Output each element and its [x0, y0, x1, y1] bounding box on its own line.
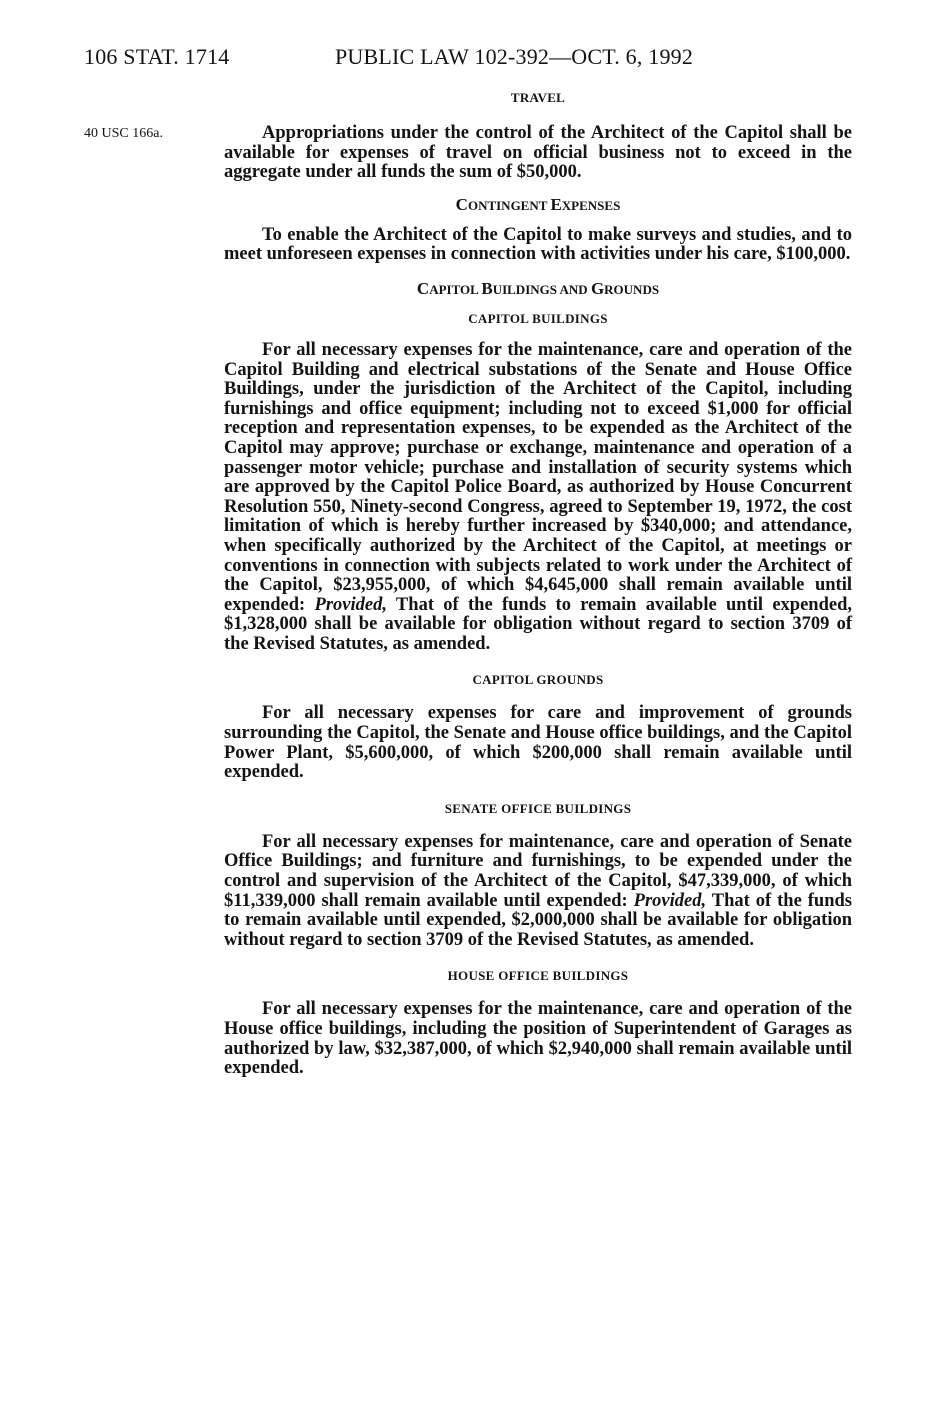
heading-capitol-buildings-and-grounds — [224, 279, 852, 299]
heading-contingent-rest-1: ONTINGENT — [467, 197, 551, 213]
heading-senate-office-buildings: SENATE OFFICE BUILDINGS — [444, 800, 632, 816]
heading-capitol-grounds: CAPITOL GROUNDS — [472, 672, 604, 688]
paragraph-capitol-buildings — [224, 341, 852, 655]
heading-capitol-buildings: CAPITOL BUILDINGS — [468, 310, 608, 326]
heading-cbg-cap-3: G — [590, 278, 605, 298]
heading-cbg-cap-2: B — [481, 278, 493, 298]
public-law-title: PUBLIC LAW 102-392—OCT. 6, 1992 — [335, 44, 694, 69]
paragraph-contingent-expenses: To enable the Architect of the Capitol to make surveys and studies, and to meet unforeseen expenses in connection with activities under his care, $100,000. — [224, 224, 852, 265]
statute-body — [224, 88, 852, 1079]
capitol-buildings-provided: Provided, — [314, 594, 387, 615]
heading-contingent-expenses — [224, 195, 852, 215]
heading-cbg-rest-2: UILDINGS AND — [492, 281, 591, 297]
paragraph-senate-office-buildings — [224, 833, 852, 951]
capitol-buildings-text-a: For all necessary expenses for the maintenance, care and operation of the Capitol Building and electrical substations of the Senate and House Office Buildings, under the jurisdiction of the Architect of the Capitol, including furnishings and office equipment; including not to exceed $1,000 for official reception and representation expenses, to be expended as the Architect of the Capitol may approve; purchase or exchange, maintenance and operation of a passenger motor vehicle; purchase and installation of security systems which are approved by the Capitol Police Board, as authorized by House Concurrent Resolution 550, Ninety-second Congress, agreed to September 19, 1972, the cost limitation of which is hereby further increased by $340,000; and attendance, when specifically authorized by the Architect of the Capitol, at meetings or conventions in connection with subjects related to work under the Architect of the Capitol, $23,955,000, of which $4,645,000 shall remain available until expended: — [224, 339, 852, 615]
heading-travel: TRAVEL — [510, 90, 566, 105]
statute-page-reference: 106 STAT. 1714 — [84, 44, 230, 69]
senate-office-text-a: For all necessary expenses for maintenance, care and operation of Senate Office Buildings; and furniture and furnishings, to be expended under the control and supervision of the Architect of the Capitol, $47,339,000, of which $11,339,000 shall remain available until expended: — [224, 831, 852, 911]
senate-office-provided: Provided, — [633, 890, 707, 911]
heading-house-office-buildings: HOUSE OFFICE BUILDINGS — [447, 968, 629, 984]
paragraph-house-office-buildings: For all necessary expenses for the maintenance, care and operation of the House office buildings, including the position of Superintendent of Garages as authorized by law, $32,387,000, of which $2,940,000 shall remain available until expended. — [224, 999, 852, 1079]
paragraph-travel: Appropriations under the control of the Architect of the Capitol shall be available for expenses of travel on official business not to exceed in the aggregate under all funds the sum of $50,000. — [224, 123, 852, 183]
heading-cbg-rest-3: ROUNDS — [604, 281, 660, 297]
heading-cbg-cap-1: C — [416, 278, 430, 298]
senate-office-text-b: That of the funds to remain available until expended, $2,000,000 shall be available for obligation without regard to section 3709 of the Revised Statutes, as amended. — [224, 890, 852, 950]
heading-contingent-rest-2: XPENSES — [561, 197, 621, 213]
heading-cbg-rest-1: APITOL — [429, 281, 482, 297]
margin-citation: 40 USC 166a. — [84, 126, 163, 141]
heading-contingent-cap-1: C — [455, 194, 468, 214]
heading-contingent-cap-2: E — [550, 194, 562, 214]
paragraph-capitol-grounds: For all necessary expenses for care and improvement of grounds surrounding the Capitol, the Senate and House office buildings, and the Capitol Power Plant, $5,600,000, of which $200,000 shall remain available until expended. — [224, 703, 852, 783]
capitol-buildings-text-b: That of the funds to remain available until expended, $1,328,000 shall be available for obligation without regard to section 3709 of the Revised Statutes, as amended. — [224, 594, 852, 654]
